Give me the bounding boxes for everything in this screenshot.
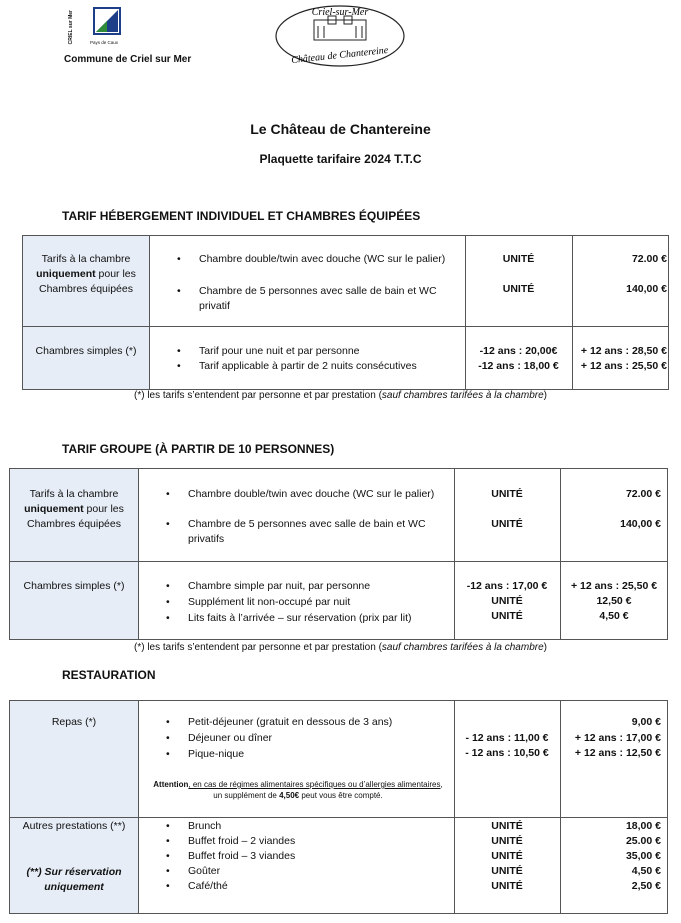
- price-value: 72.00 €: [631, 253, 667, 265]
- unit-label: UNITÉ: [502, 283, 535, 295]
- unit-label: UNITÉ: [491, 595, 523, 607]
- list-item: • Brunch: [188, 819, 450, 834]
- unit-label: UNITÉ: [491, 518, 523, 530]
- price-value: 12,50 €: [596, 595, 632, 607]
- row-label-rooms: Tarifs à la chambre uniquement pour les Chambres équipées: [24, 488, 124, 530]
- list-item: • Pique-nique: [188, 747, 450, 762]
- unit-label: UNITÉ: [491, 610, 523, 622]
- allergy-notice: Attention, en cas de régimes alimentaires spécifiques ou d’allergies alimentaires, un supplément de 4,50€ peut vous être compté.: [153, 780, 443, 800]
- price-under-12: - 12 ans : 11,00 €: [465, 732, 549, 744]
- row-label-meals: Repas (*): [51, 716, 97, 728]
- price-over-12: + 12 ans : 25,50 €: [580, 360, 667, 372]
- logo-side-text: CRIEL sur Mer: [68, 10, 74, 45]
- section-heading-group: TARIF GROUPE (À PARTIR DE 10 PERSONNES): [62, 442, 335, 456]
- unit-label: UNITÉ: [491, 488, 523, 500]
- price-under-12: -12 ans : 18,00 €: [478, 360, 559, 372]
- price-value: 35,00 €: [625, 850, 661, 862]
- list-item: • Petit-déjeuner (gratuit en dessous de 3 ans): [188, 715, 450, 730]
- list-item: • Lits faits à l’arrivée – sur réservation (prix par lit): [188, 611, 450, 626]
- price-value: 9,00 €: [631, 716, 661, 728]
- row-label-rooms: Tarifs à la chambre uniquement pour les Chambres équipées: [36, 253, 136, 295]
- restauration-table: [9, 700, 668, 914]
- row-label-other-services: Autres prestations (**): [22, 820, 126, 832]
- price-under-12: -12 ans : 17,00 €: [466, 580, 548, 592]
- price-value: 18,00 €: [625, 820, 661, 832]
- price-value: 25.00 €: [625, 835, 661, 847]
- unit-label: UNITÉ: [491, 880, 523, 892]
- commune-label: Commune de Criel sur Mer: [64, 54, 192, 65]
- list-item: • Supplément lit non-occupé par nuit: [188, 595, 450, 610]
- section-heading-individual: TARIF HÉBERGEMENT INDIVIDUEL ET CHAMBRES ÉQUIPÉES: [62, 209, 421, 223]
- page-title: Le Château de Chantereine: [250, 121, 431, 137]
- price-over-12: + 12 ans : 17,00 €: [574, 732, 661, 744]
- unit-label: UNITÉ: [491, 835, 523, 847]
- price-value: 72.00 €: [625, 488, 661, 500]
- logo-bottom-text: Pays de Caux: [90, 40, 119, 45]
- list-item: • Chambre de 5 personnes avec salle de bain et WC privatifs: [188, 517, 450, 547]
- price-value: 2,50 €: [631, 880, 661, 892]
- list-item: • Chambre double/twin avec douche (WC sur le palier): [199, 252, 459, 267]
- list-item: • Goûter: [188, 864, 450, 879]
- footnote-individual: (*) les tarifs s’entendent par personne et par prestation (sauf chambres tarifées à la chambre): [133, 390, 547, 401]
- reservation-note: (**) Sur réservation uniquement: [26, 866, 122, 893]
- list-item: • Chambre de 5 personnes avec salle de bain et WC privatif: [199, 284, 459, 314]
- seal-bottom-text: Château de Chantereine: [290, 44, 389, 67]
- price-over-12: + 12 ans : 25,50 €: [570, 580, 658, 592]
- list-item: • Déjeuner ou dîner: [188, 731, 450, 746]
- list-item: • Tarif pour une nuit et par personne: [199, 344, 459, 359]
- price-value: 4,50 €: [631, 865, 661, 877]
- price-over-12: + 12 ans : 28,50 €: [580, 345, 667, 357]
- price-under-12: -12 ans : 20,00€: [479, 345, 558, 357]
- page-subtitle: Plaquette tarifaire 2024 T.T.C: [259, 152, 422, 166]
- list-item: • Chambre simple par nuit, par personne: [188, 579, 450, 594]
- list-item: • Buffet froid – 3 viandes: [188, 849, 450, 864]
- footnote-group: (*) les tarifs s’entendent par personne et par prestation (sauf chambres tarifées à la chambre): [133, 642, 547, 653]
- list-item: • Café/thé: [188, 879, 450, 894]
- list-item: • Buffet froid – 2 viandes: [188, 834, 450, 849]
- chateau-seal-logo: [272, 2, 408, 70]
- price-under-12: - 12 ans : 10,50 €: [465, 747, 549, 759]
- price-value: 140,00 €: [626, 283, 667, 295]
- section-heading-restauration: RESTAURATION: [62, 668, 156, 682]
- price-value: 140,00 €: [620, 518, 661, 530]
- unit-label: UNITÉ: [491, 850, 523, 862]
- list-item: • Chambre double/twin avec douche (WC sur le palier): [188, 487, 450, 502]
- unit-label: UNITÉ: [491, 820, 523, 832]
- price-value: 4,50 €: [599, 610, 629, 622]
- row-label-single-rooms: Chambres simples (*): [23, 580, 125, 592]
- unit-label: UNITÉ: [491, 865, 523, 877]
- seal-top-text: Criel-sur-Mer: [311, 7, 369, 18]
- group-table: [9, 468, 668, 640]
- unit-label: UNITÉ: [502, 253, 535, 265]
- price-over-12: + 12 ans : 12,50 €: [574, 747, 661, 759]
- list-item: • Tarif applicable à partir de 2 nuits consécutives: [199, 359, 459, 374]
- individual-table: [22, 235, 669, 390]
- row-label-single-rooms: Chambres simples (*): [35, 345, 137, 357]
